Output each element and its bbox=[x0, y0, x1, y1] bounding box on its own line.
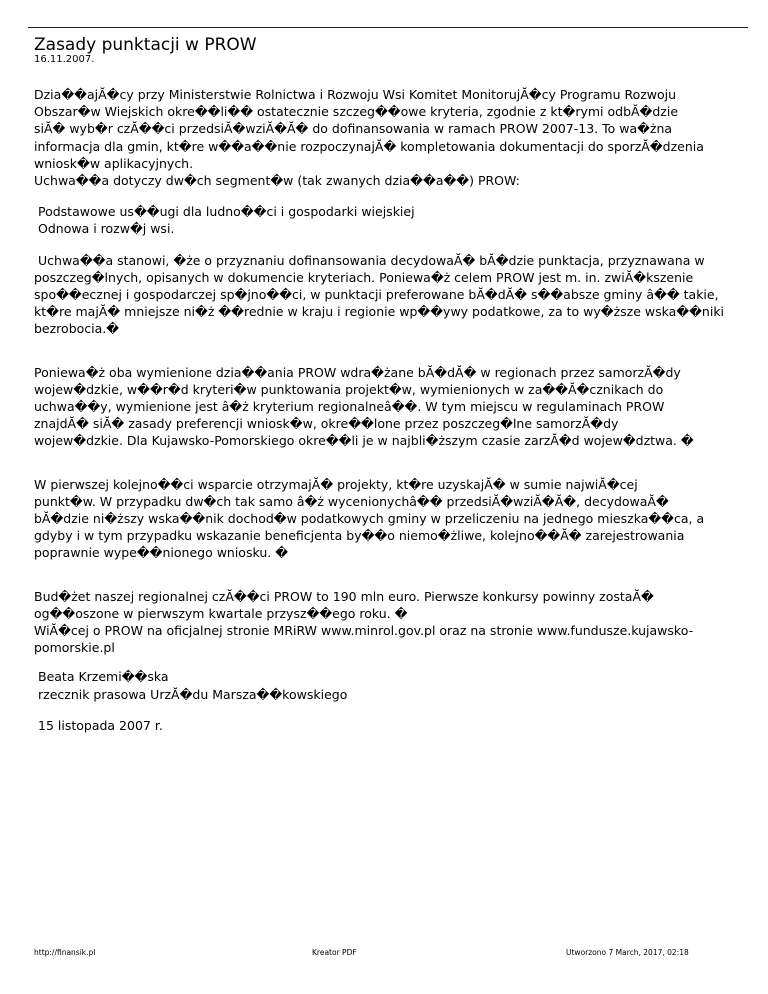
list-item: Odnowa i rozw�j wsi. bbox=[38, 221, 175, 237]
text-line: pomorskie.pl bbox=[34, 640, 115, 656]
text-line: bezrobocia.� bbox=[34, 321, 120, 337]
list-item: Podstawowe us��ugi dla ludno��ci i gospodarki wiejskiej bbox=[38, 204, 415, 220]
publish-date: 16.11.2007. bbox=[34, 54, 95, 65]
text-line: og��oszone w pierwszym kwartale przysz��ego roku. � bbox=[34, 605, 408, 621]
text-line: poszczeg�lnych, opisanych w dokumencie kryteriach. Poniewa�ż celem PROW jest m. in. zwiĂ�kszenie bbox=[34, 269, 694, 285]
text-line: Bud�żet naszej regionalnej czĂ��ci PROW to 190 mln euro. Pierwsze konkursy powinny zostaĂ� bbox=[34, 588, 654, 604]
segment-list bbox=[34, 203, 746, 237]
paragraph-budget bbox=[34, 588, 746, 657]
text-line: Obszar�w Wiejskich okre��li�� ostatecznie szczeg��owe kryteria, zgodnie z kt�rymi odbĂ�dzie bbox=[34, 104, 679, 120]
text-line: wojew�dzkie. Dla Kujawsko-Pomorskiego okre��li je w najbli�ższym czasie zarzĂ�d wojew�dztwa. � bbox=[34, 433, 694, 449]
text-line: znajdĂ� siĂ� zasady preferencji wniosk�w, okre��lone przez poszczeg�lne samorzĂ�dy bbox=[34, 416, 619, 432]
text-line: gdyby i w tym przypadku wskazanie beneficjenta by��o niemo�żliwe, kolejno��Ă� zarejestrowania bbox=[34, 528, 685, 544]
text-line: siĂ� wyb�r czĂ��ci przedsiĂ�wziĂ�Ă� do dofinansowania w ramach PROW 2007-13. To wa�żna bbox=[34, 121, 673, 137]
text-line: W pierwszej kolejno��ci wsparcie otrzymajĂ� projekty, kt�re uzyskajĂ� w sumie najwiĂ�cej bbox=[34, 476, 638, 492]
text-line: Uchwa��a stanowi, �że o przyznaniu dofinansowania decydowaĂ� bĂ�dzie punktacja, przyznawana w bbox=[38, 252, 705, 268]
text-line: Dzia��ajĂ�cy przy Ministerstwie Rolnictwa i Rozwoju Wsi Komitet MonitorujĂ�cy Programu Rozwoju bbox=[34, 87, 677, 102]
paragraph-scoring bbox=[34, 252, 746, 338]
paragraph-intro bbox=[34, 86, 746, 189]
footer-generator: Kreator PDF bbox=[312, 948, 357, 957]
text-line: poprawnie wype��nionego wniosku. � bbox=[34, 545, 289, 561]
text-line: Uchwa��a dotyczy dw�ch segment�w (tak zwanych dzia��a��) PROW: bbox=[34, 173, 520, 189]
footer-url: http://finansik.pl bbox=[34, 948, 96, 957]
text-line: wniosk�w aplikacyjnych. bbox=[34, 155, 194, 171]
text-line: wojew�dzkie, w��r�d kryteri�w punktowania projekt�w, wymienionych w za��Ă�cznikach do bbox=[34, 381, 664, 397]
signature bbox=[34, 668, 746, 702]
footer-created: Utworzono 7 March, 2017, 02:18 bbox=[566, 948, 689, 957]
sign-date: 15 listopada 2007 r. bbox=[38, 717, 163, 733]
paragraph-regional bbox=[34, 364, 746, 450]
signature-name: Beata Krzemi��ska bbox=[38, 669, 169, 685]
text-line: uchwa��y, wymienione jest â�ż kryterium regionalneâ��. W tym miejscu w regulaminach PROW bbox=[34, 399, 665, 415]
text-line: informacja dla gmin, kt�re w��a��nie rozpoczynajĂ� kompletowania dokumentacji do sporzĂ�dzenia bbox=[34, 138, 704, 154]
page-title: Zasady punktacji w PROW bbox=[34, 35, 257, 55]
paragraph-priority bbox=[34, 476, 746, 562]
top-rule bbox=[28, 27, 748, 28]
text-line: bĂ�dzie ni�ższy wska��nik dochod�w podatkowych gminy w przeliczeniu na jednego mieszka��ca, a bbox=[34, 511, 705, 527]
text-line: WiĂ�cej o PROW na oficjalnej stronie MRiRW www.minrol.gov.pl oraz na stronie www.fundusze.kujawsko- bbox=[34, 623, 694, 639]
text-line: spo��ecznej i gospodarczej sp�jno��ci, w punktacji preferowane bĂ�dĂ� s��absze gminy â�� takie, bbox=[34, 287, 719, 303]
text-line: kt�re majĂ� mniejsze ni�ż ��rednie w kraju i regionie wp��ywy podatkowe, za to wy�ższe wska��niki bbox=[34, 304, 725, 320]
signature-role: rzecznik prasowa UrzĂ�du Marsza��kowskiego bbox=[38, 686, 348, 702]
text-line: punkt�w. W przypadku dw�ch tak samo â�ż wycenionychâ�� przedsiĂ�wziĂ�Ă�, decydowaĂ� bbox=[34, 493, 669, 509]
article-body bbox=[34, 86, 746, 734]
text-line: Poniewa�ż oba wymienione dzia��ania PROW wdra�żane bĂ�dĂ� w regionach przez samorzĂ�dy bbox=[34, 364, 681, 380]
